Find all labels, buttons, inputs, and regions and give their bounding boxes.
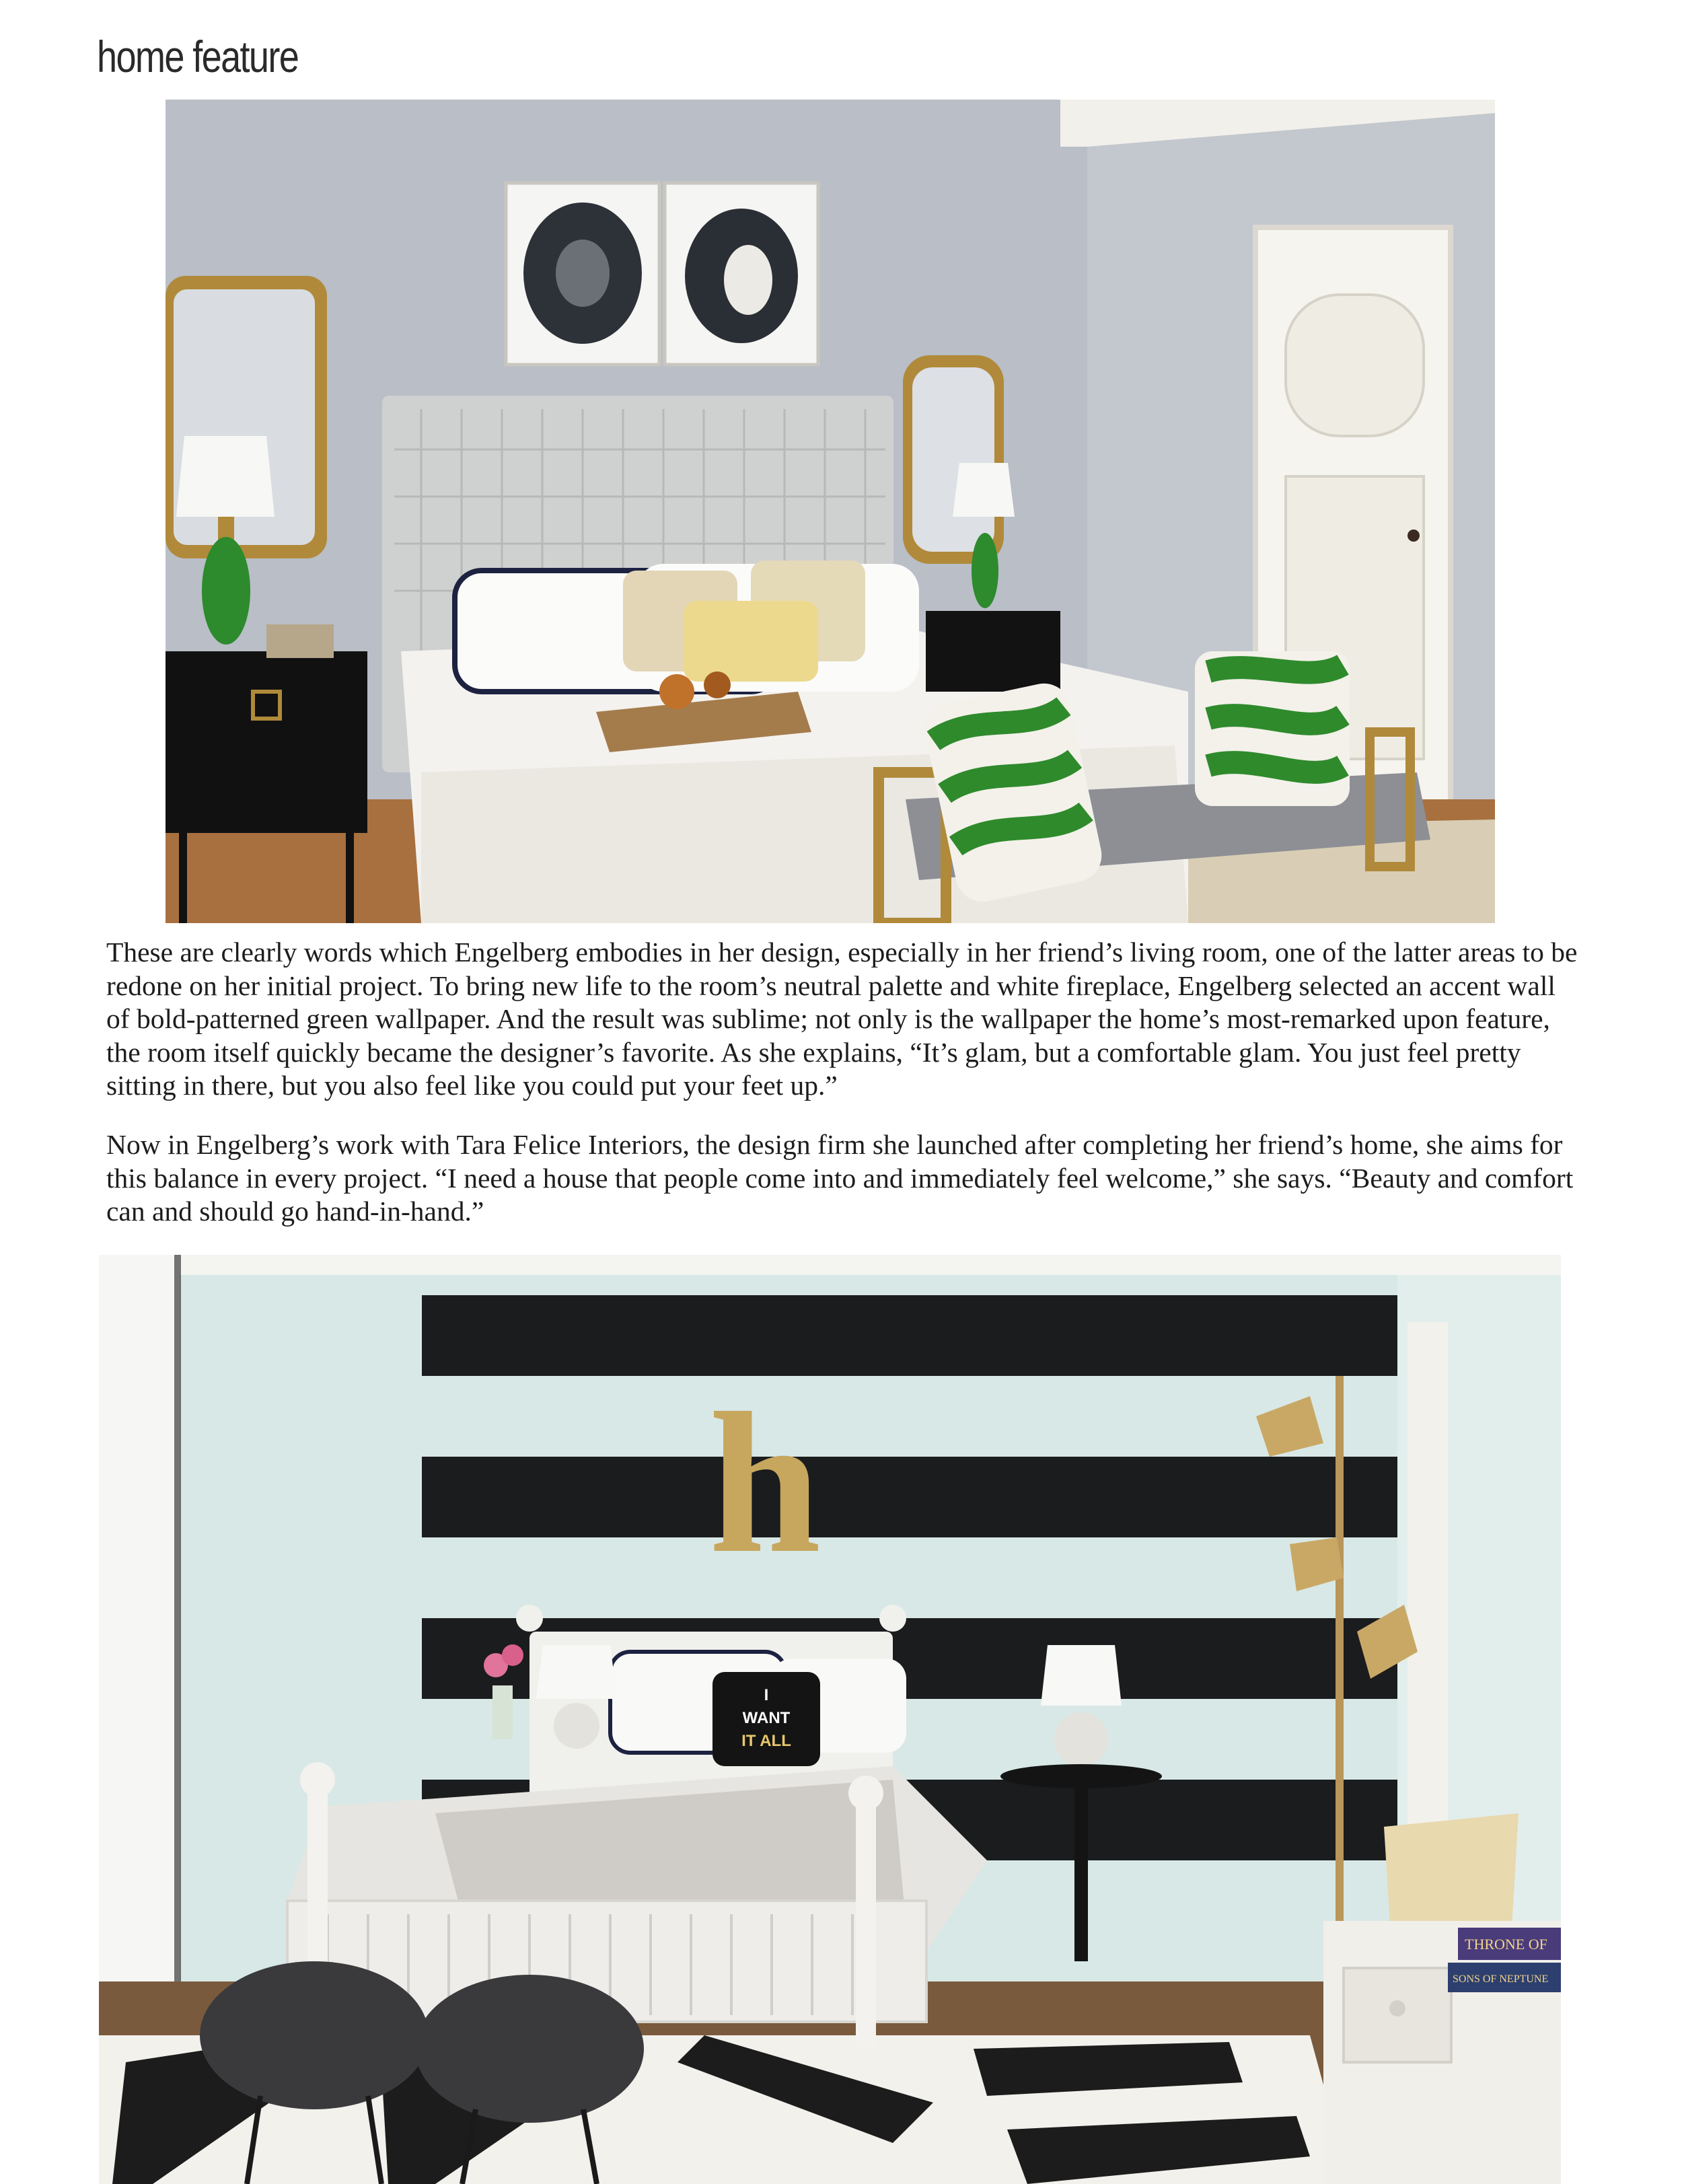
book-2-title: SONS OF NEPTUNE <box>1453 1973 1549 1985</box>
paragraph-line: redone on her initial project. To bring new life to the room’s neutral palette and white fireplace, Engelberg selected an accent wall <box>106 970 1556 1001</box>
paragraph-line: sitting in there, but you also feel like you could put your feet up.” <box>106 1070 838 1101</box>
section-label: home feature <box>97 32 299 81</box>
paragraph-line: These are clearly words which Engelberg embodies in her design, especially in her friend’s living room, one of the latter areas to be <box>106 937 1578 968</box>
book-1-title: THRONE OF <box>1465 1936 1547 1953</box>
article-paragraph-2 <box>106 1128 1574 1229</box>
bedroom-photo-1-illustration <box>166 100 1495 923</box>
pillow-text-line: WANT <box>742 1709 791 1727</box>
pillow-text-line: I <box>764 1686 769 1704</box>
wall-letter-h: h <box>708 1371 821 1595</box>
article-paragraph-1 <box>106 936 1578 1103</box>
paragraph-line: can and should go hand-in-hand.” <box>106 1196 484 1227</box>
paragraph-line: this balance in every project. “I need a house that people come into and immediately feel welcome,” she says. “Beauty and comfort <box>106 1162 1574 1194</box>
paragraph-line: the room itself quickly became the designer’s favorite. As she explains, “It’s glam, but a comfortable glam. You just feel pretty <box>106 1036 1521 1068</box>
bedroom-photo-2-illustration <box>99 1255 1561 2184</box>
pillow-text-line: IT ALL <box>741 1732 791 1750</box>
paragraph-line: of bold-patterned green wallpaper. And the result was sublime; not only is the wallpaper the home’s most-remarked upon feature, <box>106 1003 1550 1034</box>
bedroom-photo-2 <box>99 1255 1561 2184</box>
paragraph-line: Now in Engelberg’s work with Tara Felice Interiors, the design firm she launched after completing her friend’s home, she aims for <box>106 1129 1563 1160</box>
bedroom-photo-1 <box>166 100 1495 923</box>
